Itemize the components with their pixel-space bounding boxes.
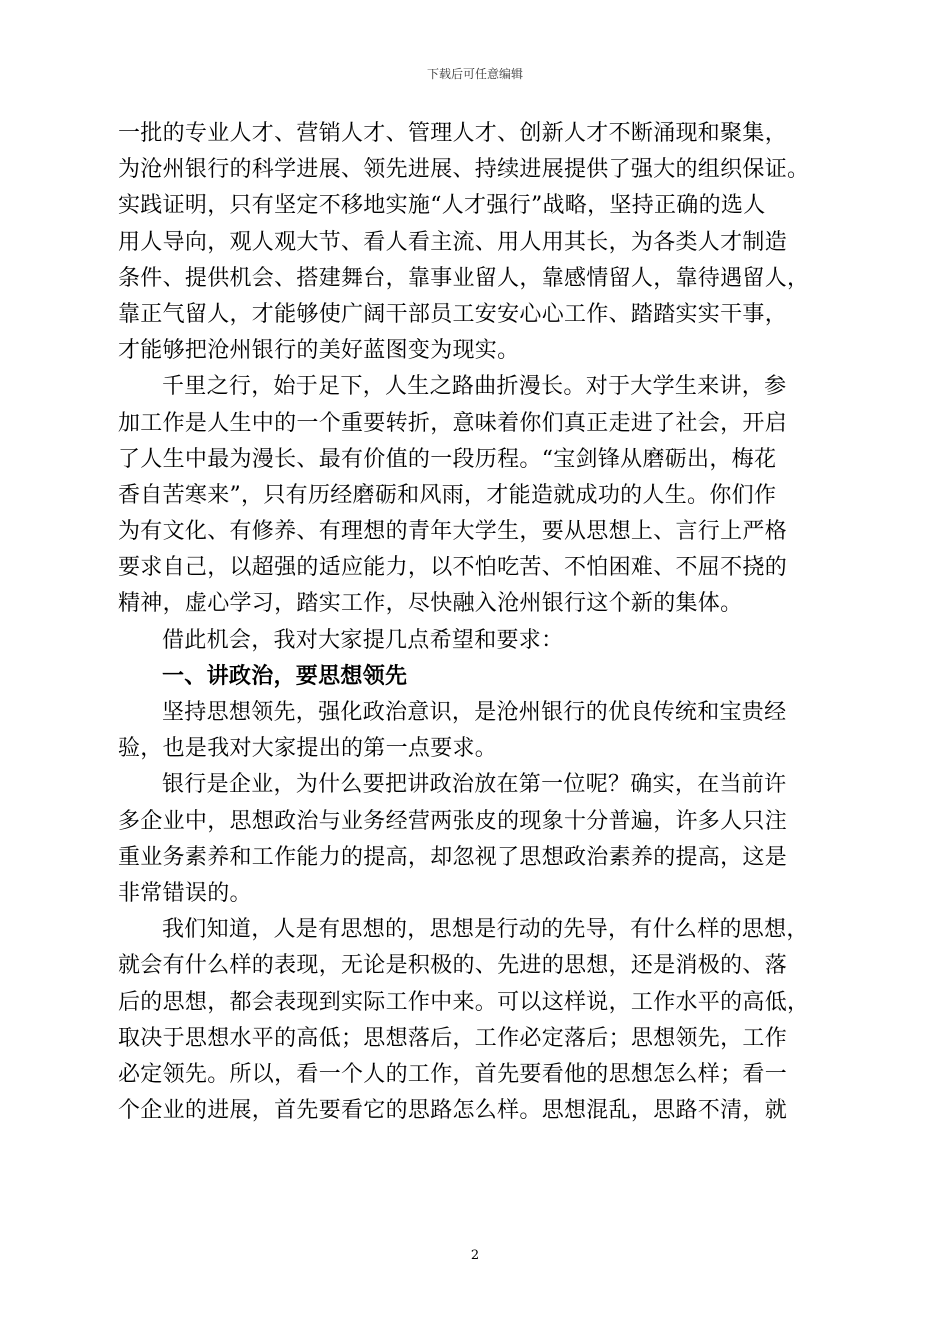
- text-line: 用人导向，观人观大节、看人看主流、用人用其长，为各类人才制造: [118, 229, 788, 255]
- text-line: 了人生中最为漫长、最有价值的一段历程。“宝剑锋从磨砺出，梅花: [118, 446, 777, 472]
- text-line: 要求自己，以超强的适应能力，以不怕吃苦、不怕困难、不屈不挠的: [118, 555, 788, 581]
- text-line: 取决于思想水平的高低；思想落后，工作必定落后；思想领先，工作: [118, 1025, 788, 1051]
- text-line: 后的思想，都会表现到实际工作中来。可以这样说，工作水平的高低，: [118, 989, 810, 1015]
- text-line: 非常错误的。: [118, 880, 252, 906]
- text-line: 精神，虚心学习，踏实工作，尽快融入沧州银行这个新的集体。: [118, 591, 743, 617]
- text-line: 才能够把沧州银行的美好蓝图变为现实。: [118, 338, 520, 364]
- text-line: 借此机会，我对大家提几点希望和要求：: [162, 627, 564, 653]
- text-line: 香自苦寒来”，只有历经磨砺和风雨，才能造就成功的人生。你们作: [118, 482, 777, 508]
- section-heading: 一、讲政治，要思想领先: [162, 663, 408, 689]
- text-line: 加工作是人生中的一个重要转折，意味着你们真正走进了社会，开启: [118, 410, 788, 436]
- page-header: 下载后可任意编辑: [426, 67, 523, 81]
- document-body: [118, 116, 840, 1129]
- text-line: 就会有什么样的表现，无论是积极的、先进的思想，还是消极的、落: [118, 953, 788, 979]
- text-line: 为有文化、有修养、有理想的青年大学生，要从思想上、言行上严格: [118, 519, 788, 545]
- text-line: 靠正气留人，才能够使广阔干部员工安安心心工作、踏踏实实干事，: [118, 301, 788, 327]
- text-line: 必定领先。所以，看一个人的工作，首先要看他的思想怎么样；看一: [118, 1061, 788, 1087]
- text-line: 条件、提供机会、搭建舞台，靠事业留人，靠感情留人，靠待遇留人，: [118, 265, 810, 291]
- text-line: 个企业的进展，首先要看它的思路怎么样。思想混乱，思路不清，就: [118, 1098, 788, 1124]
- text-line: 多企业中，思想政治与业务经营两张皮的现象十分普遍，许多人只注: [118, 808, 788, 834]
- text-line: 我们知道，人是有思想的，思想是行动的先导，有什么样的思想，: [162, 917, 809, 943]
- text-line: 一批的专业人才、营销人才、管理人才、创新人才不断涌现和聚集，: [118, 121, 788, 146]
- text-line: 千里之行，始于足下，人生之路曲折漫长。对于大学生来讲，参: [162, 374, 787, 400]
- text-line: 为沧州银行的科学进展、领先进展、持续进展提供了强大的组织保证。: [118, 157, 810, 183]
- page-number: 2: [470, 1248, 480, 1263]
- text-line: 验，也是我对大家提出的第一点要求。: [118, 736, 498, 762]
- text-line: 银行是企业，为什么要把讲政治放在第一位呢？确实，在当前许: [162, 772, 787, 798]
- text-line: 重业务素养和工作能力的提高，却忽视了思想政治素养的提高，这是: [118, 844, 788, 870]
- text-line: 实践证明，只有坚定不移地实施“人才强行”战略，坚持正确的选人: [118, 193, 766, 219]
- text-line: 坚持思想领先，强化政治意识，是沧州银行的优良传统和宝贵经: [162, 700, 787, 725]
